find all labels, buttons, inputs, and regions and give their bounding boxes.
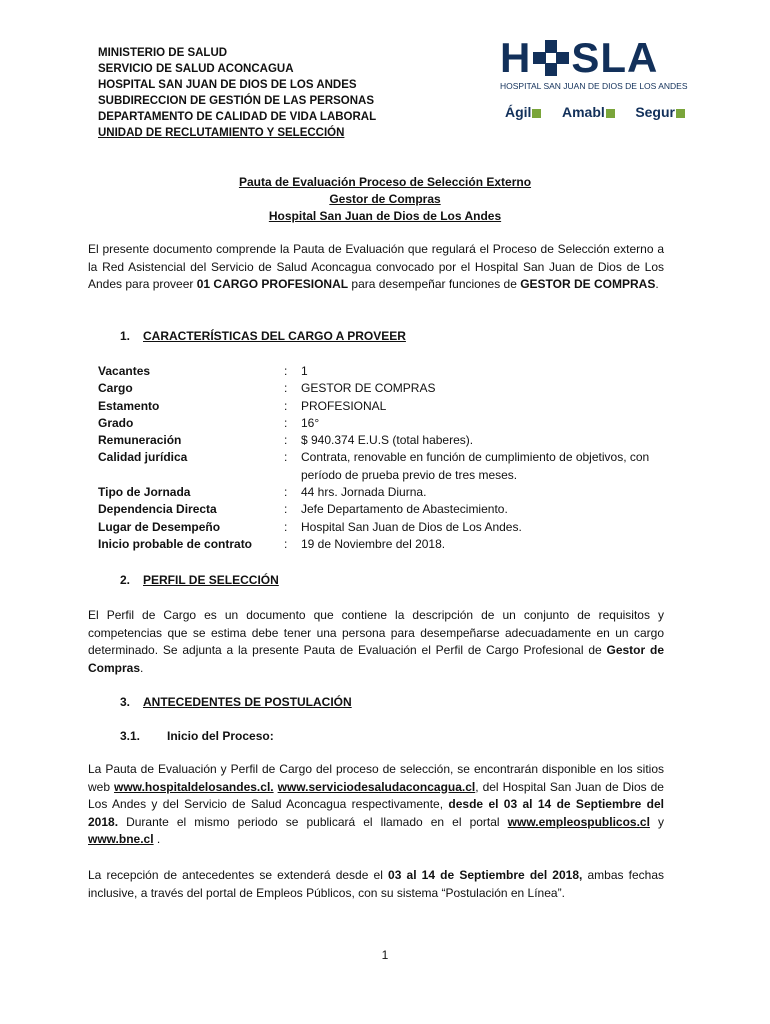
table-row: Tipo de Jornada : 44 hrs. Jornada Diurna. — [98, 485, 427, 500]
section-3-1-heading: 3.1. Inicio del Proceso: — [120, 729, 274, 743]
page-number: 1 — [381, 948, 389, 962]
link-bne[interactable]: www.bne.cl — [88, 832, 154, 846]
title-line-2: Gestor de Compras — [329, 192, 441, 206]
cross-icon — [533, 40, 569, 76]
square-icon — [676, 109, 685, 118]
logo-subtitle: HOSPITAL SAN JUAN DE DIOS DE LOS ANDES — [500, 81, 688, 91]
table-row: Vacantes : 1 — [98, 364, 308, 378]
institution-header — [98, 45, 376, 141]
logo-letter-h: H — [500, 34, 532, 81]
link-servicio-website[interactable]: www.serviciodesaludaconcagua.cl — [277, 779, 476, 794]
table-row: Inicio probable de contrato : 19 de Noviembre del 2018. — [98, 536, 446, 551]
table-row: Estamento : PROFESIONAL — [98, 398, 387, 413]
proceso-paragraph: La Pauta de Evaluación y Perfil de Cargo del proceso de selección, se encontrarán disponible en los sitios web www.hospitaldelosandes.cl. www.serviciodesaludaconcagua.cl, del Hospital San Juan de Dios de Los Andes y del Servicio de Salud Aconcagua respectivamente, desde el 03 al 14 de Septiembre del 2018. Durante el mismo periodo se publicará el llamado en el portal www.empleospublicos.cl y www.bne.cl . — [88, 762, 665, 846]
tag-agil: Ágil — [505, 104, 541, 120]
link-empleos-publicos[interactable]: www.empleospublicos.cl — [507, 814, 650, 829]
perfil-paragraph: El Perfil de Cargo es un documento que contiene la descripción de un conjunto de requisitos y competencias que se estima debe tener una persona para desempeñarse adecuadamente en un cargo determinado. Se adjunta a la presente Pauta de Evaluación el Perfil de Cargo Profesional de Gestor de Compras. — [88, 608, 664, 675]
intro-paragraph: El presente documento comprende la Pauta de Evaluación que regulará el Proceso de Selección externo a la Red Asistencial del Servicio de Salud Aconcagua convocado por el Hospital San Juan de Dios de Los Andes para proveer 01 CARGO PROFESIONAL para desempeñar funciones de GESTOR DE COMPRAS. — [88, 242, 664, 291]
section-2-heading: 2. PERFIL DE SELECCIÓN — [120, 573, 279, 587]
table-row: Lugar de Desempeño : Hospital San Juan de Dios de Los Andes. — [98, 519, 522, 534]
logo-letters-sla: SLA — [571, 34, 659, 81]
hospital-logo — [500, 34, 688, 91]
tag-seguro: Segur — [635, 104, 685, 120]
link-hospital-website[interactable]: www.hospitaldelosandes.cl. — [114, 779, 274, 794]
table-row: Grado : 16° — [98, 415, 320, 430]
tag-amable: Amabl — [562, 104, 615, 120]
table-row: Dependencia Directa : Jefe Departamento de Abastecimiento. — [98, 502, 508, 517]
table-row: Cargo : GESTOR DE COMPRAS — [98, 381, 436, 396]
cargo-table — [98, 363, 678, 553]
recepcion-paragraph: La recepción de antecedentes se extenderá desde el 03 al 14 de Septiembre del 2018, ambas fechas inclusive, a través del portal de Empleos Públicos, con su sistema “Postulación en Línea”. — [88, 868, 664, 900]
header-line-subdirection: SUBDIRECCION DE GESTIÓN DE LAS PERSONAS — [98, 95, 375, 107]
section-1-heading: 1. CARACTERÍSTICAS DEL CARGO A PROVEER — [120, 329, 406, 343]
title-line-3: Hospital San Juan de Dios de Los Andes — [268, 209, 502, 223]
table-row: Calidad jurídica : Contrata, renovable en función de cumplimiento de objetivos, con período de prueba previo de tres meses. — [98, 450, 650, 482]
header-line-service: SERVICIO DE SALUD ACONCAGUA — [98, 63, 294, 75]
header-line-hospital: HOSPITAL SAN JUAN DE DIOS DE LOS ANDES — [98, 79, 357, 91]
header-line-department: DEPARTAMENTO DE CALIDAD DE VIDA LABORAL — [98, 111, 377, 123]
header-line-ministry: MINISTERIO DE SALUD — [98, 47, 228, 59]
document-title — [0, 174, 770, 225]
title-line-1: Pauta de Evaluación Proceso de Selección Externo — [238, 175, 532, 189]
square-icon — [606, 109, 615, 118]
table-row: Remuneración : $ 940.374 E.U.S (total haberes). — [98, 433, 474, 448]
section-3-heading: 3. ANTECEDENTES DE POSTULACIÓN — [120, 695, 352, 709]
header-line-unit: UNIDAD DE RECLUTAMIENTO Y SELECCIÓN — [98, 127, 345, 139]
square-icon — [532, 109, 541, 118]
values-tagline — [505, 104, 685, 120]
